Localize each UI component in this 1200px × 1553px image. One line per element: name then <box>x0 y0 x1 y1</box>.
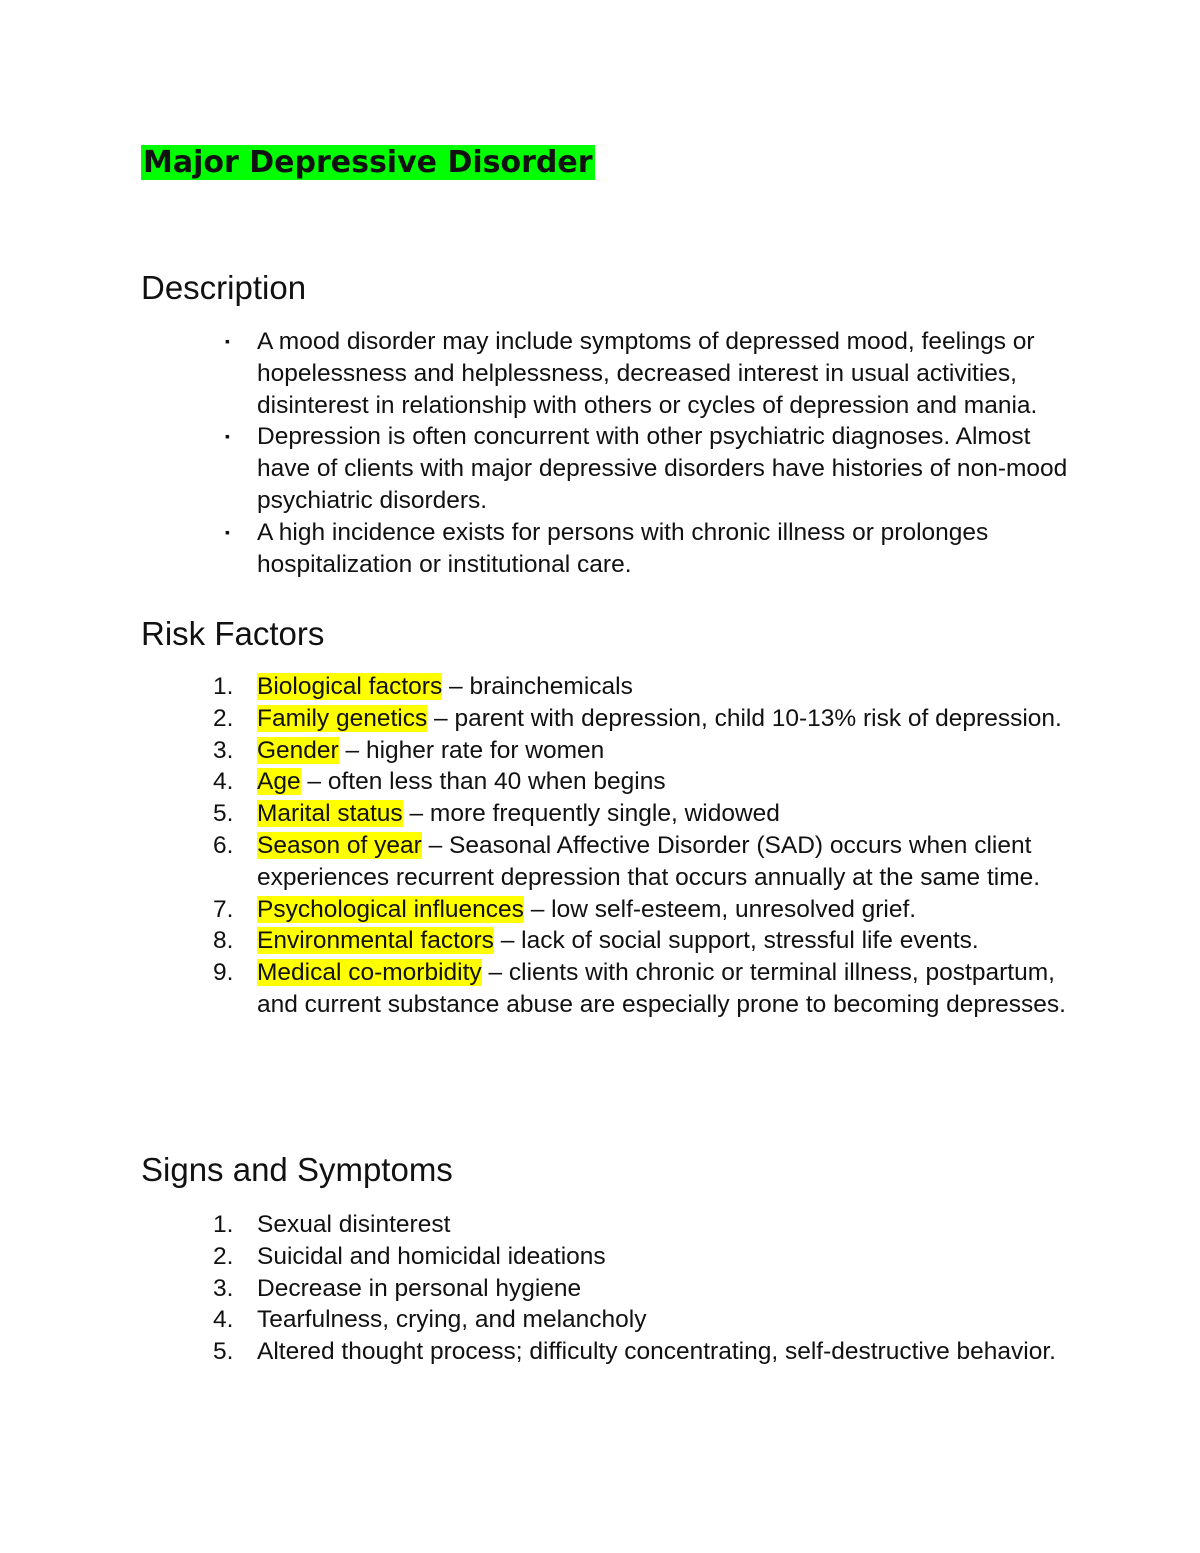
list-item-text: Sexual disinterest <box>257 1211 451 1238</box>
list-number: 9. <box>213 959 234 987</box>
list-item <box>141 703 1071 735</box>
risk-factors-list <box>141 671 1071 1021</box>
list-number: 1. <box>213 673 234 700</box>
list-number: 1. <box>213 1211 234 1238</box>
list-item <box>141 957 1071 1021</box>
highlighted-term: Season of year <box>257 831 422 859</box>
list-item <box>141 1304 1071 1336</box>
list-item-text: – Seasonal Affective Disorder (SAD) occurs when client experiences recurrent depression that occurs annually at the same time. <box>257 831 1041 891</box>
list-number: 4. <box>213 768 234 796</box>
bullet-icon: ▪ <box>225 523 230 540</box>
list-item-text: – brainchemicals <box>442 673 633 700</box>
highlighted-term: Psychological influences <box>257 895 524 923</box>
list-item-text: Suicidal and homicidal ideations <box>257 1242 606 1270</box>
highlighted-term: Marital status <box>257 800 403 828</box>
list-item-text: Altered thought process; difficulty concentrating, self-destructive behavior. <box>257 1338 1056 1366</box>
list-item <box>141 1209 1071 1241</box>
list-item <box>141 830 1071 894</box>
list-number: 2. <box>213 704 234 732</box>
list-number: 3. <box>213 1274 234 1302</box>
list-item-text: A mood disorder may include symptoms of depressed mood, feelings or hopelessness and helplessness, decreased interest in usual activities, disinterest in relationship with others or cycles of depression and mania. <box>257 328 1038 419</box>
signs-and-symptoms-heading: Signs and Symptoms <box>141 1151 453 1188</box>
list-item <box>141 894 1071 926</box>
list-item <box>141 1273 1071 1305</box>
bullet-icon: ▪ <box>225 333 230 349</box>
list-number: 3. <box>213 736 234 764</box>
list-item-text: Decrease in personal hygiene <box>257 1274 582 1302</box>
list-number: 5. <box>213 1338 234 1366</box>
list-item-text: – parent with depression, child 10-13% risk of depression. <box>427 704 1062 732</box>
list-item <box>141 671 1071 703</box>
highlighted-term: Gender <box>257 736 339 764</box>
title-highlight: Major Depressive Disorder <box>143 145 593 180</box>
list-item <box>141 798 1071 830</box>
highlighted-term: Age <box>257 768 301 796</box>
list-item-text: – higher rate for women <box>338 736 605 764</box>
highlighted-term: Environmental factors <box>257 927 494 955</box>
signs-and-symptoms-list <box>141 1209 1071 1368</box>
list-item-text: – often less than 40 when begins <box>300 768 666 796</box>
list-item <box>141 326 1071 421</box>
highlighted-term: Medical co-morbidity <box>257 959 482 987</box>
list-item <box>141 1336 1071 1368</box>
list-item <box>141 735 1071 767</box>
highlighted-term: Family genetics <box>257 704 428 732</box>
list-item-text: – lack of social support, stressful life events. <box>493 927 979 955</box>
highlighted-term: Biological factors <box>257 673 443 700</box>
description-heading: Description <box>141 269 307 306</box>
bullet-icon: ▪ <box>225 428 230 445</box>
list-number: 2. <box>213 1242 234 1270</box>
risk-factors-heading: Risk Factors <box>141 615 325 652</box>
list-item-text: – more frequently single, widowed <box>402 800 780 828</box>
list-item-text: Depression is often concurrent with other psychiatric diagnoses. Almost have of clients with major depressive disorders have histories of non-mood psychiatric disorders. <box>257 423 1068 514</box>
description-list <box>141 326 1071 580</box>
list-number: 8. <box>213 927 234 955</box>
list-item <box>141 766 1071 798</box>
list-number: 5. <box>213 800 234 828</box>
list-item-text: Tearfulness, crying, and melancholy <box>257 1306 647 1334</box>
list-item <box>141 1241 1071 1273</box>
list-number: 6. <box>213 831 234 859</box>
list-item <box>141 421 1071 516</box>
list-item <box>141 925 1071 957</box>
document-title <box>141 140 595 186</box>
list-item-text: – low self-esteem, unresolved grief. <box>523 895 917 923</box>
list-number: 7. <box>213 895 234 923</box>
list-number: 4. <box>213 1306 234 1334</box>
list-item <box>141 517 1071 581</box>
list-item-text: – clients with chronic or terminal illness, postpartum, and current substance abuse are especially prone to becoming depresses. <box>257 959 1066 1018</box>
list-item-text: A high incidence exists for persons with chronic illness or prolonges hospitalization or institutional care. <box>257 518 989 578</box>
